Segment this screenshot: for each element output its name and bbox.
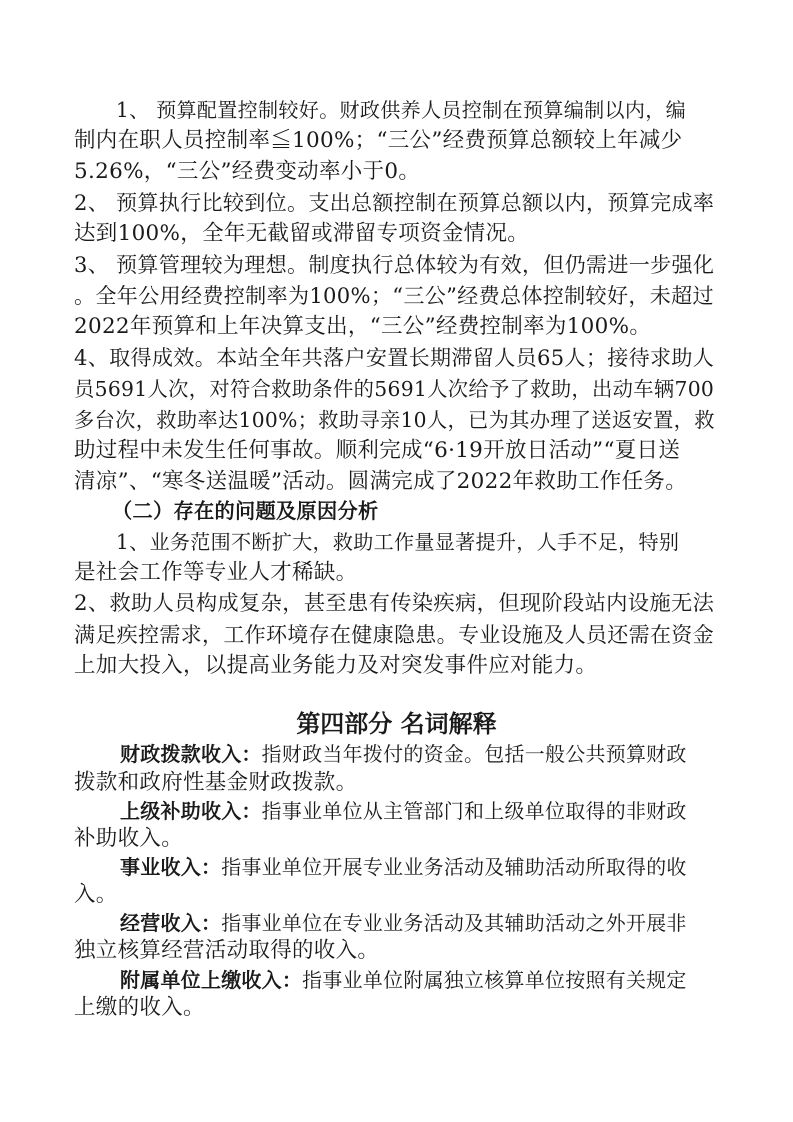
glossary-entry-3-line-2: 入。 bbox=[74, 882, 118, 907]
glossary-definition: 指财政当年拨付的资金。包括一般公共预算财政 bbox=[261, 742, 687, 766]
glossary-term: 事业收入： bbox=[120, 855, 222, 879]
achievement-3-line-2: 。全年公用经费控制率为100%；“三公”经费总体控制较好，未超过 bbox=[74, 283, 714, 308]
achievement-4-line-3: 多台次，救助率达100%；救助寻亲10人，已为其办理了送返安置，救 bbox=[74, 408, 715, 432]
achievement-4-line-1: 4、取得成效。本站全年共落户安置长期滞留人员65人；接待求助人 bbox=[74, 345, 715, 370]
problem-2-line-3: 上加大投入，以提高业务能力及对突发事件应对能力。 bbox=[74, 653, 598, 678]
achievement-2-line-1: 2、 预算执行比较到位。支出总额控制在预算总额以内，预算完成率 bbox=[74, 190, 715, 215]
glossary-term: 附属单位上缴收入： bbox=[120, 968, 303, 992]
glossary-definition: 指事业单位从主管部门和上级单位取得的非财政 bbox=[261, 799, 687, 823]
problem-1-line-2: 是社会工作等专业人才稀缺。 bbox=[74, 560, 358, 585]
achievement-1-line-3: 5.26%，“三公”经费变动率小于0。 bbox=[74, 159, 421, 184]
glossary-entry-4-line-1 bbox=[120, 909, 760, 937]
glossary-term: 上级补助收入： bbox=[120, 799, 262, 823]
achievement-4-line-2: 员5691人次，对符合救助条件的5691人次给予了救助，出动车辆700 bbox=[74, 377, 715, 401]
problem-1-line-1: 1、业务范围不断扩大，救助工作量显著提升，人手不足，特别 bbox=[116, 530, 680, 554]
problems-heading: （二）存在的问题及原因分析 bbox=[112, 499, 379, 523]
glossary-entry-2-line-1 bbox=[120, 797, 760, 825]
achievement-3-line-1: 3、 预算管理较为理想。制度执行总体较为有效，但仍需进一步强化 bbox=[74, 252, 715, 277]
glossary-term: 财政拨款收入： bbox=[120, 742, 262, 766]
glossary-entry-2-line-2: 补助收入。 bbox=[74, 826, 184, 851]
glossary-entry-1-line-1 bbox=[120, 740, 760, 768]
achievement-4-line-4: 助过程中未发生任何事故。顺利完成“6·19开放日活动”“夏日送 bbox=[74, 438, 681, 463]
achievement-2-line-2: 达到100%，全年无截留或滞留专项资金情况。 bbox=[74, 221, 530, 246]
glossary-definition: 指事业单位在专业业务活动及其辅助活动之外开展非 bbox=[221, 911, 687, 935]
achievement-1-line-1: 1、 预算配置控制较好。财政供养人员控制在预算编制以内，编 bbox=[116, 98, 686, 122]
glossary-entry-3-line-1 bbox=[120, 853, 760, 881]
glossary-term: 经营收入： bbox=[120, 911, 222, 935]
glossary-entry-5-line-1 bbox=[120, 966, 760, 994]
achievement-3-line-3: 2022年预算和上年决算支出，“三公”经费控制率为100%。 bbox=[74, 314, 652, 339]
glossary-entry-5-line-2: 上缴的收入。 bbox=[74, 995, 205, 1020]
section-title: 第四部分 名词解释 bbox=[296, 710, 497, 738]
achievement-1-line-2: 制内在职人员控制率≦100%；“三公”经费预算总额较上年减少 bbox=[74, 128, 683, 153]
glossary-definition: 指事业单位附属独立核算单位按照有关规定 bbox=[302, 968, 687, 992]
glossary-entry-4-line-2: 独立核算经营活动取得的收入。 bbox=[74, 938, 380, 963]
achievement-4-line-5: 清凉”、“寒冬送温暖”活动。圆满完成了2022年救助工作任务。 bbox=[74, 469, 687, 494]
problem-2-line-1: 2、救助人员构成复杂，甚至患有传染疾病，但现阶段站内设施无法 bbox=[74, 591, 715, 616]
problem-2-line-2: 满足疾控需求，工作环境存在健康隐患。专业设施及人员还需在资金 bbox=[74, 622, 714, 647]
glossary-entry-1-line-2: 拨款和政府性基金财政拨款。 bbox=[74, 770, 358, 795]
glossary-definition: 指事业单位开展专业业务活动及辅助活动所取得的收 bbox=[221, 855, 687, 879]
